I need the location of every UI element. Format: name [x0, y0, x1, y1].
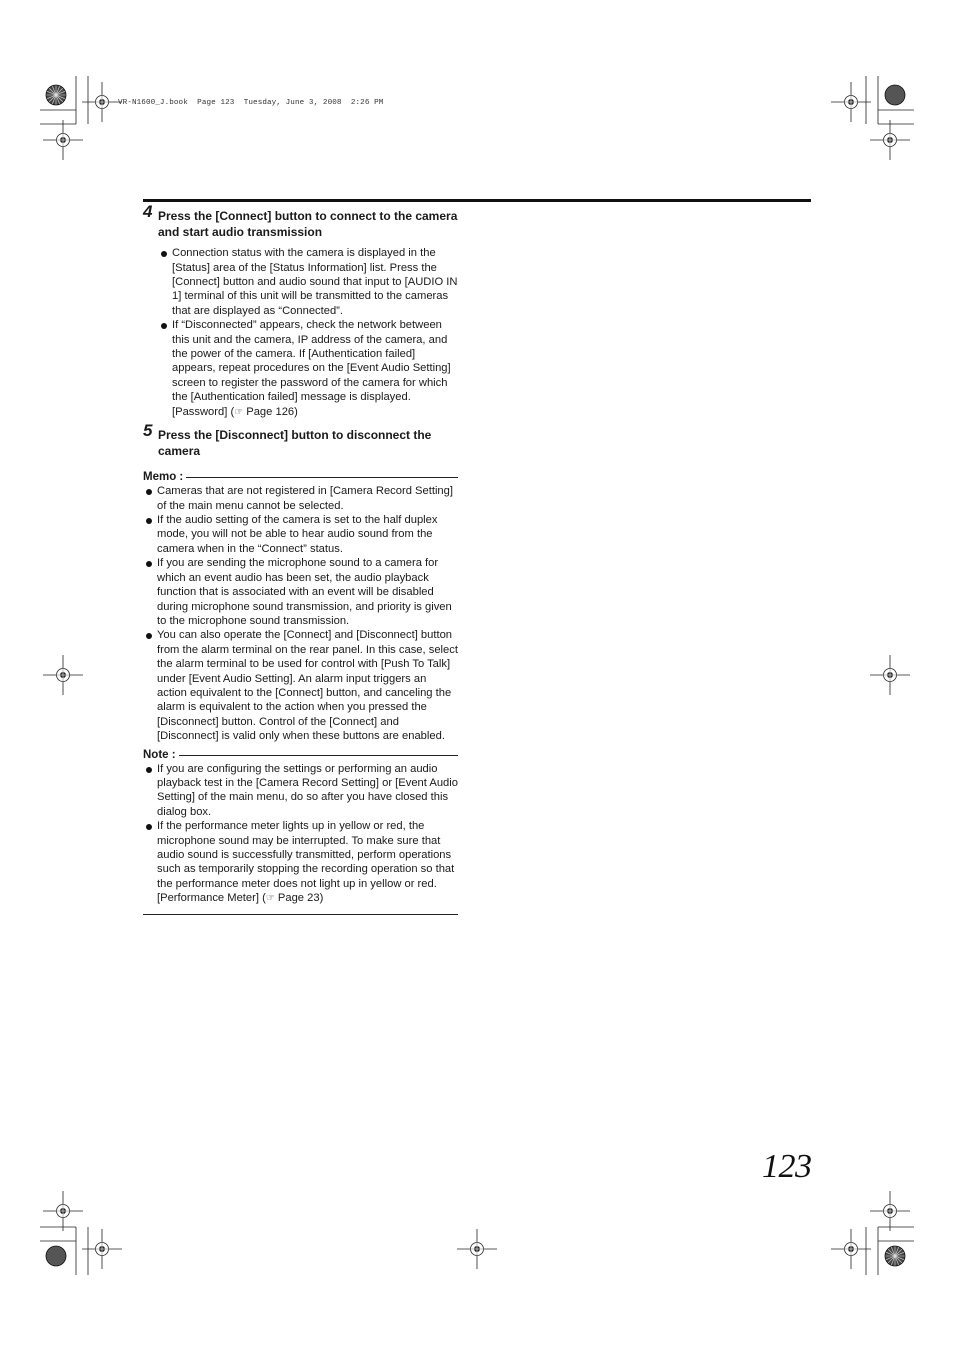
step-title: Press the [Connect] button to connect to the camera and start audio transmission	[158, 209, 458, 239]
bullet-icon	[146, 561, 152, 567]
print-header: VR-N1600_J.book Page 123 Tuesday, June 3, 2008 2:26 PM	[118, 99, 384, 107]
memo-rule	[186, 477, 458, 478]
bullet-icon	[146, 633, 152, 639]
end-rule	[143, 914, 458, 915]
list-item: If the performance meter lights up in yellow or red, the microphone sound may be interrupted. To make sure that audio sound is successfully transmitted, perform operations such as temporarily stopping the recording operation so that the performance meter does not light up in yellow or red. [Performance Meter] (☞ Page 23)	[143, 819, 458, 906]
step-5	[143, 421, 458, 459]
note-heading: Note :	[143, 748, 458, 762]
list-item: If “Disconnected” appears, check the network between this unit and the camera, IP address of the camera, and the power of the camera. If [Authentication failed] appears, repeat procedures on the [Event Audio Setting] screen to register the password of the camera for which the [Authentication failed] message is displayed.	[143, 318, 458, 404]
page-reference-icon: ☞	[265, 893, 275, 905]
bullet-icon	[146, 824, 152, 830]
memo-heading: Memo :	[143, 470, 458, 484]
list-item: Cameras that are not registered in [Camera Record Setting] of the main menu cannot be selected.	[143, 484, 458, 513]
bullet-icon	[146, 518, 152, 524]
list-item: If you are configuring the settings or performing an audio playback test in the [Camera Record Setting] or [Event Audio Setting] of the main menu, do so after you have closed this dialog box.	[143, 762, 458, 820]
list-item: If the audio setting of the camera is set to the half duplex mode, you will not be able to hear audio sound from the camera when in the “Connect” status.	[143, 513, 458, 556]
note-list	[143, 762, 458, 907]
memo-list	[143, 484, 458, 743]
note-rule	[179, 755, 458, 756]
password-reference: [Password] (☞ Page 126)	[172, 405, 298, 418]
bullet-icon	[146, 489, 152, 495]
list-item: If you are sending the microphone sound to a camera for which an event audio has been set, the audio playback function that is associated with an event will be disabled during microphone sound transmission, and priority is given to the microphone sound transmission.	[143, 556, 458, 628]
page-reference-icon: ☞	[234, 406, 244, 418]
bullet-icon	[146, 767, 152, 773]
list-item: You can also operate the [Connect] and [Disconnect] button from the alarm terminal on the rear panel. In this case, select the alarm terminal to be used for control with [Push To Talk] under [Event Audio Setting]. An alarm input triggers an action equivalent to the [Connect] button, and canceling the alarm is equivalent to the action when you pressed the [Disconnect] button. Control of the [Connect] and [Disconnect] is valid only when these buttons are enabled.	[143, 628, 458, 743]
bullet-icon	[161, 323, 167, 329]
content-column	[143, 202, 458, 915]
step-4-bullets	[143, 246, 458, 404]
page-number: 123	[762, 1148, 812, 1185]
step-number: 4	[143, 202, 153, 221]
bullet-icon	[161, 251, 167, 257]
list-item: Connection status with the camera is displayed in the [Status] area of the [Status Information] list. Press the [Connect] button and audio sound that input to [AUDIO IN 1] terminal of this unit will be transmitted to the cameras that are displayed as “Connected”.	[143, 246, 458, 318]
step-number: 5	[143, 421, 153, 441]
top-rule	[143, 199, 811, 202]
step-4	[143, 202, 458, 240]
step-title: Press the [Disconnect] button to disconnect the camera	[158, 428, 432, 458]
